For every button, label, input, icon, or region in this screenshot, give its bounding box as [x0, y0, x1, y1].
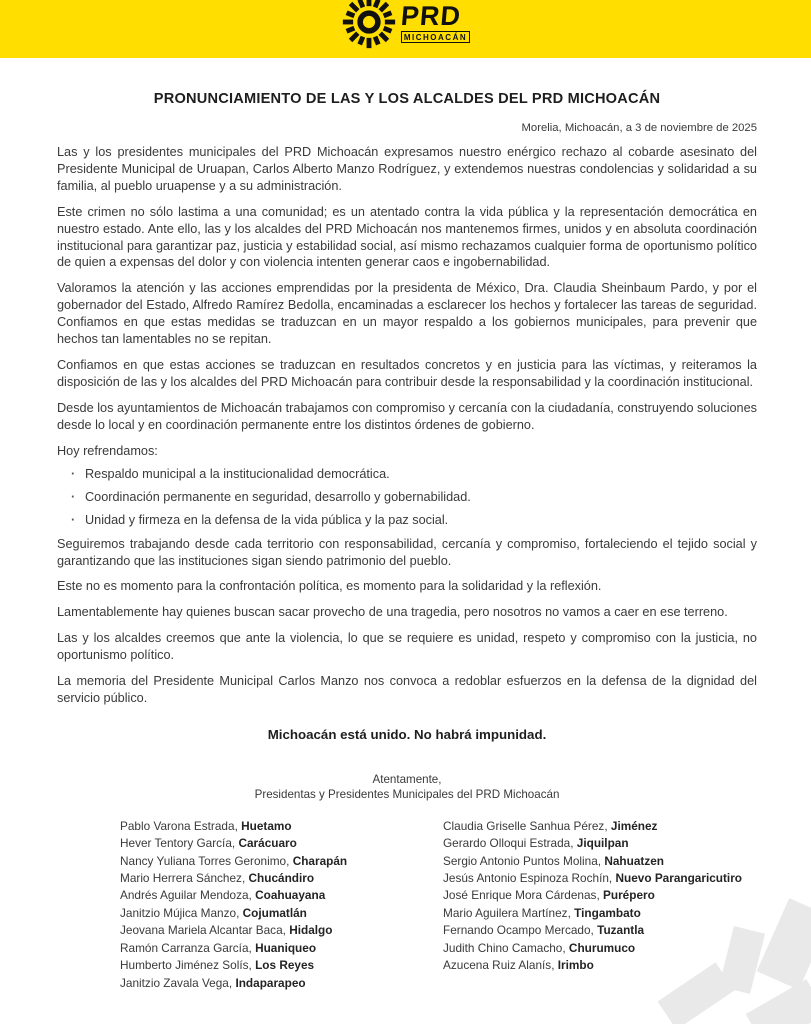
dateline: Morelia, Michoacán, a 3 de noviembre de 2025	[521, 122, 757, 134]
signatory-row	[120, 870, 443, 887]
signatory-row	[120, 905, 443, 922]
signatory-name: Andrés Aguilar Mendoza	[120, 888, 249, 903]
paragraph: Valoramos la atención y las acciones emprendidas por la presidenta de México, Dra. Claudia Sheinbaum Pardo, y por el gobernador del Estado, Alfredo Ramírez Bedolla, encaminadas a esclarecer los hechos y fortalecer las tareas de seguridad. Confiamos en que estas medidas se traduzcan en un mayor respaldo a los gobiernos municipales, para prevenir que hechos tan lamentables no se repitan.	[57, 281, 757, 347]
signatory-separator: ,	[248, 940, 256, 955]
signatory-name: Pablo Varona Estrada	[120, 818, 235, 833]
bullet-item	[57, 513, 757, 527]
document-content	[0, 91, 811, 992]
signoff-atentamente: Atentamente,	[372, 772, 442, 786]
signatory-separator: ,	[608, 871, 616, 886]
signatory-name: Judith Chino Camacho	[443, 940, 563, 955]
signoff-presidentes: Presidentas y Presidentes Municipales del PRD Michoacán	[254, 787, 560, 801]
bullet-marker-icon: ·	[71, 466, 76, 481]
paragraph: Este no es momento para la confrontación política, es momento para la solidaridad y la reflexión.	[57, 579, 602, 594]
signatory-municipality: Huaniqueo	[255, 940, 317, 955]
signatory-municipality: Purépero	[603, 888, 655, 903]
signatory-name: Janitzio Mújica Manzo	[120, 905, 237, 920]
signatory-row	[120, 940, 443, 957]
signatory-municipality: Huetamo	[241, 818, 292, 833]
body-paragraphs	[57, 144, 757, 434]
signatory-municipality: Nahuatzen	[604, 853, 664, 868]
signatory-separator: ,	[236, 905, 243, 920]
prd-logo	[341, 0, 470, 50]
signatory-separator: ,	[570, 836, 577, 851]
signatory-separator: ,	[562, 940, 569, 955]
paragraph: Las y los alcaldes creemos que ante la violencia, lo que se requiere es unidad, respeto y compromiso con la justicia, no oportunismo político.	[57, 631, 757, 663]
signatory-municipality: Hidalgo	[289, 923, 333, 938]
bullet-item	[57, 467, 757, 481]
prd-wordmark: PRD	[399, 1, 463, 31]
paragraph: Las y los presidentes municipales del PRD Michoacán expresamos nuestro enérgico rechazo al cobarde asesinato del Presidente Municipal de Uruapan, Carlos Alberto Manzo Rodríguez, y extendemos nuestras condolencias y solidaridad a su familia, al pueblo uruapense y a su administración.	[57, 145, 757, 193]
signatory-municipality: Churumuco	[568, 940, 636, 955]
signatory-separator: ,	[248, 888, 256, 903]
unity-statement: Michoacán está unido. No habrá impunidad.	[267, 726, 547, 742]
signatories-left-column	[120, 818, 443, 992]
signatory-separator: ,	[604, 818, 611, 833]
bullet-text: Unidad y firmeza en la defensa de la vida pública y la paz social.	[85, 512, 449, 527]
signatory-municipality: Jiménez	[610, 818, 658, 833]
signatory-name: Hever Tentory García	[120, 836, 232, 851]
signatory-row	[120, 835, 443, 852]
signatory-municipality: Nuevo Parangaricutiro	[615, 871, 743, 886]
bullet-text: Coordinación permanente en seguridad, desarrollo y gobernabilidad.	[85, 489, 471, 504]
commitment-list	[57, 467, 757, 527]
paragraph: Este crimen no sólo lastima a una comunidad; es un atentado contra la vida pública y la representación democrática en nuestro estado. Ante ello, las y los alcaldes del PRD Michoacán nos mantenemos firmes, unidos y en absoluta coordinación institucional para garantizar paz, justicia y estabilidad social, así mismo rechazamos cualquier forma de oportunismo político de quien a expensas del dolor y con violencia intenten generar caos e ingobernabilidad.	[57, 204, 757, 270]
signatory-row	[443, 818, 743, 835]
signatory-row	[120, 818, 443, 835]
paragraph: Lamentablemente hay quienes buscan sacar provecho de una tragedia, pero nosotros no vamos a caer en ese terreno.	[57, 605, 728, 620]
signatory-name: Gerardo Olloqui Estrada	[443, 836, 571, 851]
signatory-name: Claudia Griselle Sanhua Pérez	[443, 818, 605, 833]
bullet-marker-icon: ·	[71, 489, 76, 504]
signatory-municipality: Carácuaro	[238, 836, 297, 851]
signatory-municipality: Irimbo	[557, 958, 594, 973]
prd-logo-text	[399, 1, 470, 43]
signatory-name: Jesús Antonio Espinoza Rochín	[443, 871, 609, 886]
signatory-municipality: Charapán	[292, 853, 348, 868]
signatory-row	[120, 922, 443, 939]
signatory-separator: ,	[282, 923, 290, 938]
signatory-row	[443, 957, 743, 974]
signatory-municipality: Jiquilpan	[576, 836, 629, 851]
signatory-municipality: Chucándiro	[248, 871, 315, 886]
signatory-name: Nancy Yuliana Torres Geronimo	[120, 853, 287, 868]
header-band	[0, 0, 811, 58]
signatory-separator: ,	[551, 958, 558, 973]
prd-sun-icon	[341, 0, 397, 50]
closing-paragraphs	[57, 536, 757, 707]
signatory-row	[443, 870, 743, 887]
signatory-separator: ,	[590, 923, 598, 938]
refrendamos-label: Hoy refrendamos:	[57, 443, 158, 458]
signatory-separator: ,	[567, 905, 575, 920]
signatory-row	[443, 835, 743, 852]
signatory-municipality: Los Reyes	[255, 958, 315, 973]
signatory-separator: ,	[286, 853, 293, 868]
signatory-row	[443, 905, 743, 922]
paragraph: Seguiremos trabajando desde cada territorio con responsabilidad, cercanía y compromiso, fortaleciendo el tejido social y garantizando que las instituciones sigan siendo patrimonio del pueblo.	[57, 536, 757, 568]
signatories-right-column	[443, 818, 743, 992]
signoff-block	[57, 772, 757, 802]
signatory-name: Janitzio Zavala Vega	[120, 975, 229, 990]
signatory-separator: ,	[596, 888, 604, 903]
michoacan-wordmark: MICHOACÁN	[401, 31, 470, 43]
bullet-item	[57, 490, 757, 504]
signatory-name: Jeovana Mariela Alcantar Baca	[120, 923, 283, 938]
signatory-separator: ,	[241, 871, 249, 886]
signatory-row	[443, 940, 743, 957]
signatory-separator: ,	[597, 853, 605, 868]
signatory-row	[443, 922, 743, 939]
signatory-row	[443, 887, 743, 904]
signatory-row	[120, 887, 443, 904]
signatory-municipality: Coahuayana	[255, 888, 326, 903]
signatory-name: Azucena Ruiz Alanís	[443, 958, 552, 973]
signatory-municipality: Tingambato	[574, 905, 641, 920]
paragraph: La memoria del Presidente Municipal Carlos Manzo nos convoca a redoblar esfuerzos en la defensa de la dignidad del servicio público.	[57, 674, 757, 705]
signatory-name: José Enrique Mora Cárdenas	[443, 888, 597, 903]
signatory-name: Mario Herrera Sánchez	[120, 871, 242, 886]
signatory-row	[120, 853, 443, 870]
document-title: PRONUNCIAMIENTO DE LAS Y LOS ALCALDES DEL PRD MICHOACÁN	[153, 91, 661, 107]
signatory-row	[120, 957, 443, 974]
signatory-name: Mario Aguilera Martínez	[443, 905, 568, 920]
signatory-name: Humberto Jiménez Solís	[120, 958, 249, 973]
signatory-separator: ,	[228, 975, 236, 990]
bullet-marker-icon: ·	[71, 512, 76, 527]
signatory-row	[443, 853, 743, 870]
bullet-text: Respaldo municipal a la institucionalidad democrática.	[85, 466, 390, 481]
signatory-separator: ,	[234, 818, 242, 833]
paragraph: Desde los ayuntamientos de Michoacán trabajamos con compromiso y cercanía con la ciudadanía, construyendo soluciones desde lo local y en coordinación permanente entre los distintos órdenes de gobierno.	[57, 400, 757, 432]
signatory-name: Sergio Antonio Puntos Molina	[443, 853, 598, 868]
signatory-name: Ramón Carranza García	[120, 940, 249, 955]
signatory-name: Fernando Ocampo Mercado	[443, 923, 591, 938]
signatory-municipality: Tuzantla	[597, 923, 645, 938]
signatory-row	[120, 975, 443, 992]
signatories	[57, 818, 757, 992]
signatory-municipality: Indaparapeo	[235, 975, 306, 990]
paragraph: Confiamos en que estas acciones se traduzcan en resultados concretos y en justicia para las víctimas, y reiteramos la disposición de las y los alcaldes del PRD Michoacán para contribuir desde la responsabilidad y la coordinación institucional.	[57, 357, 757, 389]
signatory-municipality: Cojumatlán	[242, 905, 307, 920]
signatory-separator: ,	[231, 836, 239, 851]
signatory-separator: ,	[248, 958, 256, 973]
